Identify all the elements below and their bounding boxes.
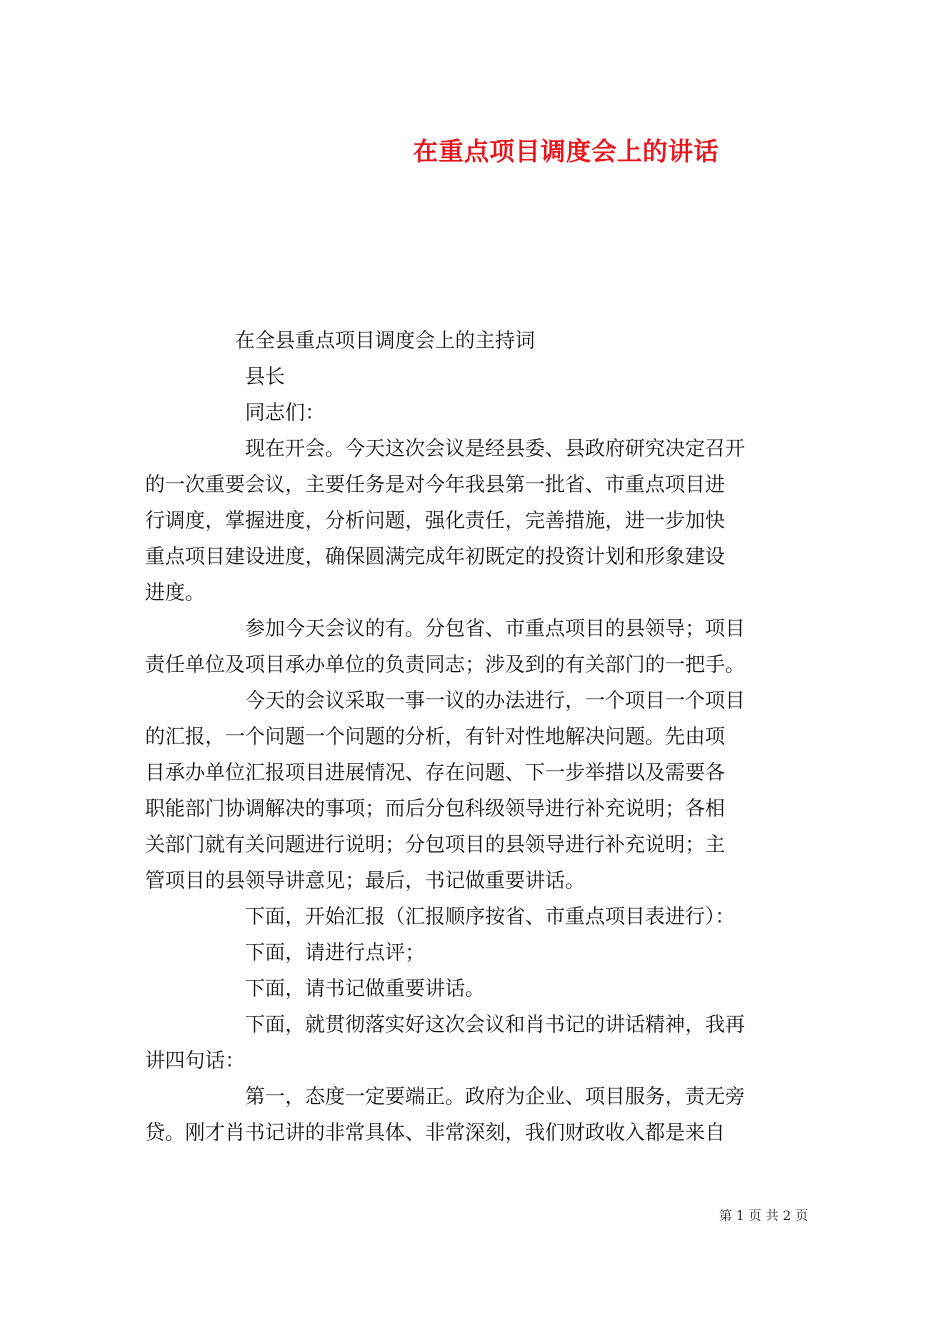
text-line: 责任单位及项目承办单位的负责同志；涉及到的有关部门的一把手。: [145, 652, 745, 676]
text-line: 下面，请进行点评；: [245, 940, 425, 964]
text-line: 参加今天会议的有。分包省、市重点项目的县领导；项目: [245, 616, 745, 640]
text-line: 讲四句话：: [145, 1048, 245, 1072]
text-line: 下面，就贯彻落实好这次会议和肖书记的讲话精神，我再: [245, 1012, 745, 1036]
paragraph-lines: [145, 430, 805, 1150]
text-line: 职能部门协调解决的事项；而后分包科级领导进行补充说明；各相: [145, 796, 725, 820]
text-line: 今天的会议采取一事一议的办法进行，一个项目一个项目: [245, 688, 745, 712]
text-line: 的一次重要会议，主要任务是对今年我县第一批省、市重点项目进: [145, 472, 725, 496]
text-line: 管项目的县领导讲意见；最后，书记做重要讲话。: [145, 868, 585, 892]
text-line: 目承办单位汇报项目进展情况、存在问题、下一步举措以及需要各: [145, 760, 725, 784]
speaker-label: 县长: [245, 364, 285, 388]
text-line: 下面，请书记做重要讲话。: [245, 976, 485, 1000]
text-line: 现在开会。今天这次会议是经县委、县政府研究决定召开: [245, 436, 745, 460]
text-line: 的汇报，一个问题一个问题的分析，有针对性地解决问题。先由项: [145, 724, 725, 748]
document-body: [145, 322, 805, 1150]
salutation: 同志们：: [245, 400, 325, 424]
text-line: 重点项目建设进度，确保圆满完成年初既定的投资计划和形象建设: [145, 544, 725, 568]
text-line: 行调度，掌握进度，分析问题，强化责任，完善措施，进一步加快: [145, 508, 725, 532]
text-line: 关部门就有关问题进行说明；分包项目的县领导进行补充说明；主: [145, 832, 725, 856]
document-subtitle: 在全县重点项目调度会上的主持词: [235, 328, 535, 352]
text-line: 贷。刚才肖书记讲的非常具体、非常深刻，我们财政收入都是来自: [145, 1120, 725, 1144]
text-line: 进度。: [145, 580, 205, 604]
text-line: 下面，开始汇报（汇报顺序按省、市重点项目表进行）：: [245, 904, 735, 928]
document-title: 在重点项目调度会上的讲话: [413, 137, 720, 166]
text-line: 第一，态度一定要端正。政府为企业、项目服务，责无旁: [245, 1084, 745, 1108]
page-number: 第 1 页 共 2 页: [719, 1209, 809, 1224]
